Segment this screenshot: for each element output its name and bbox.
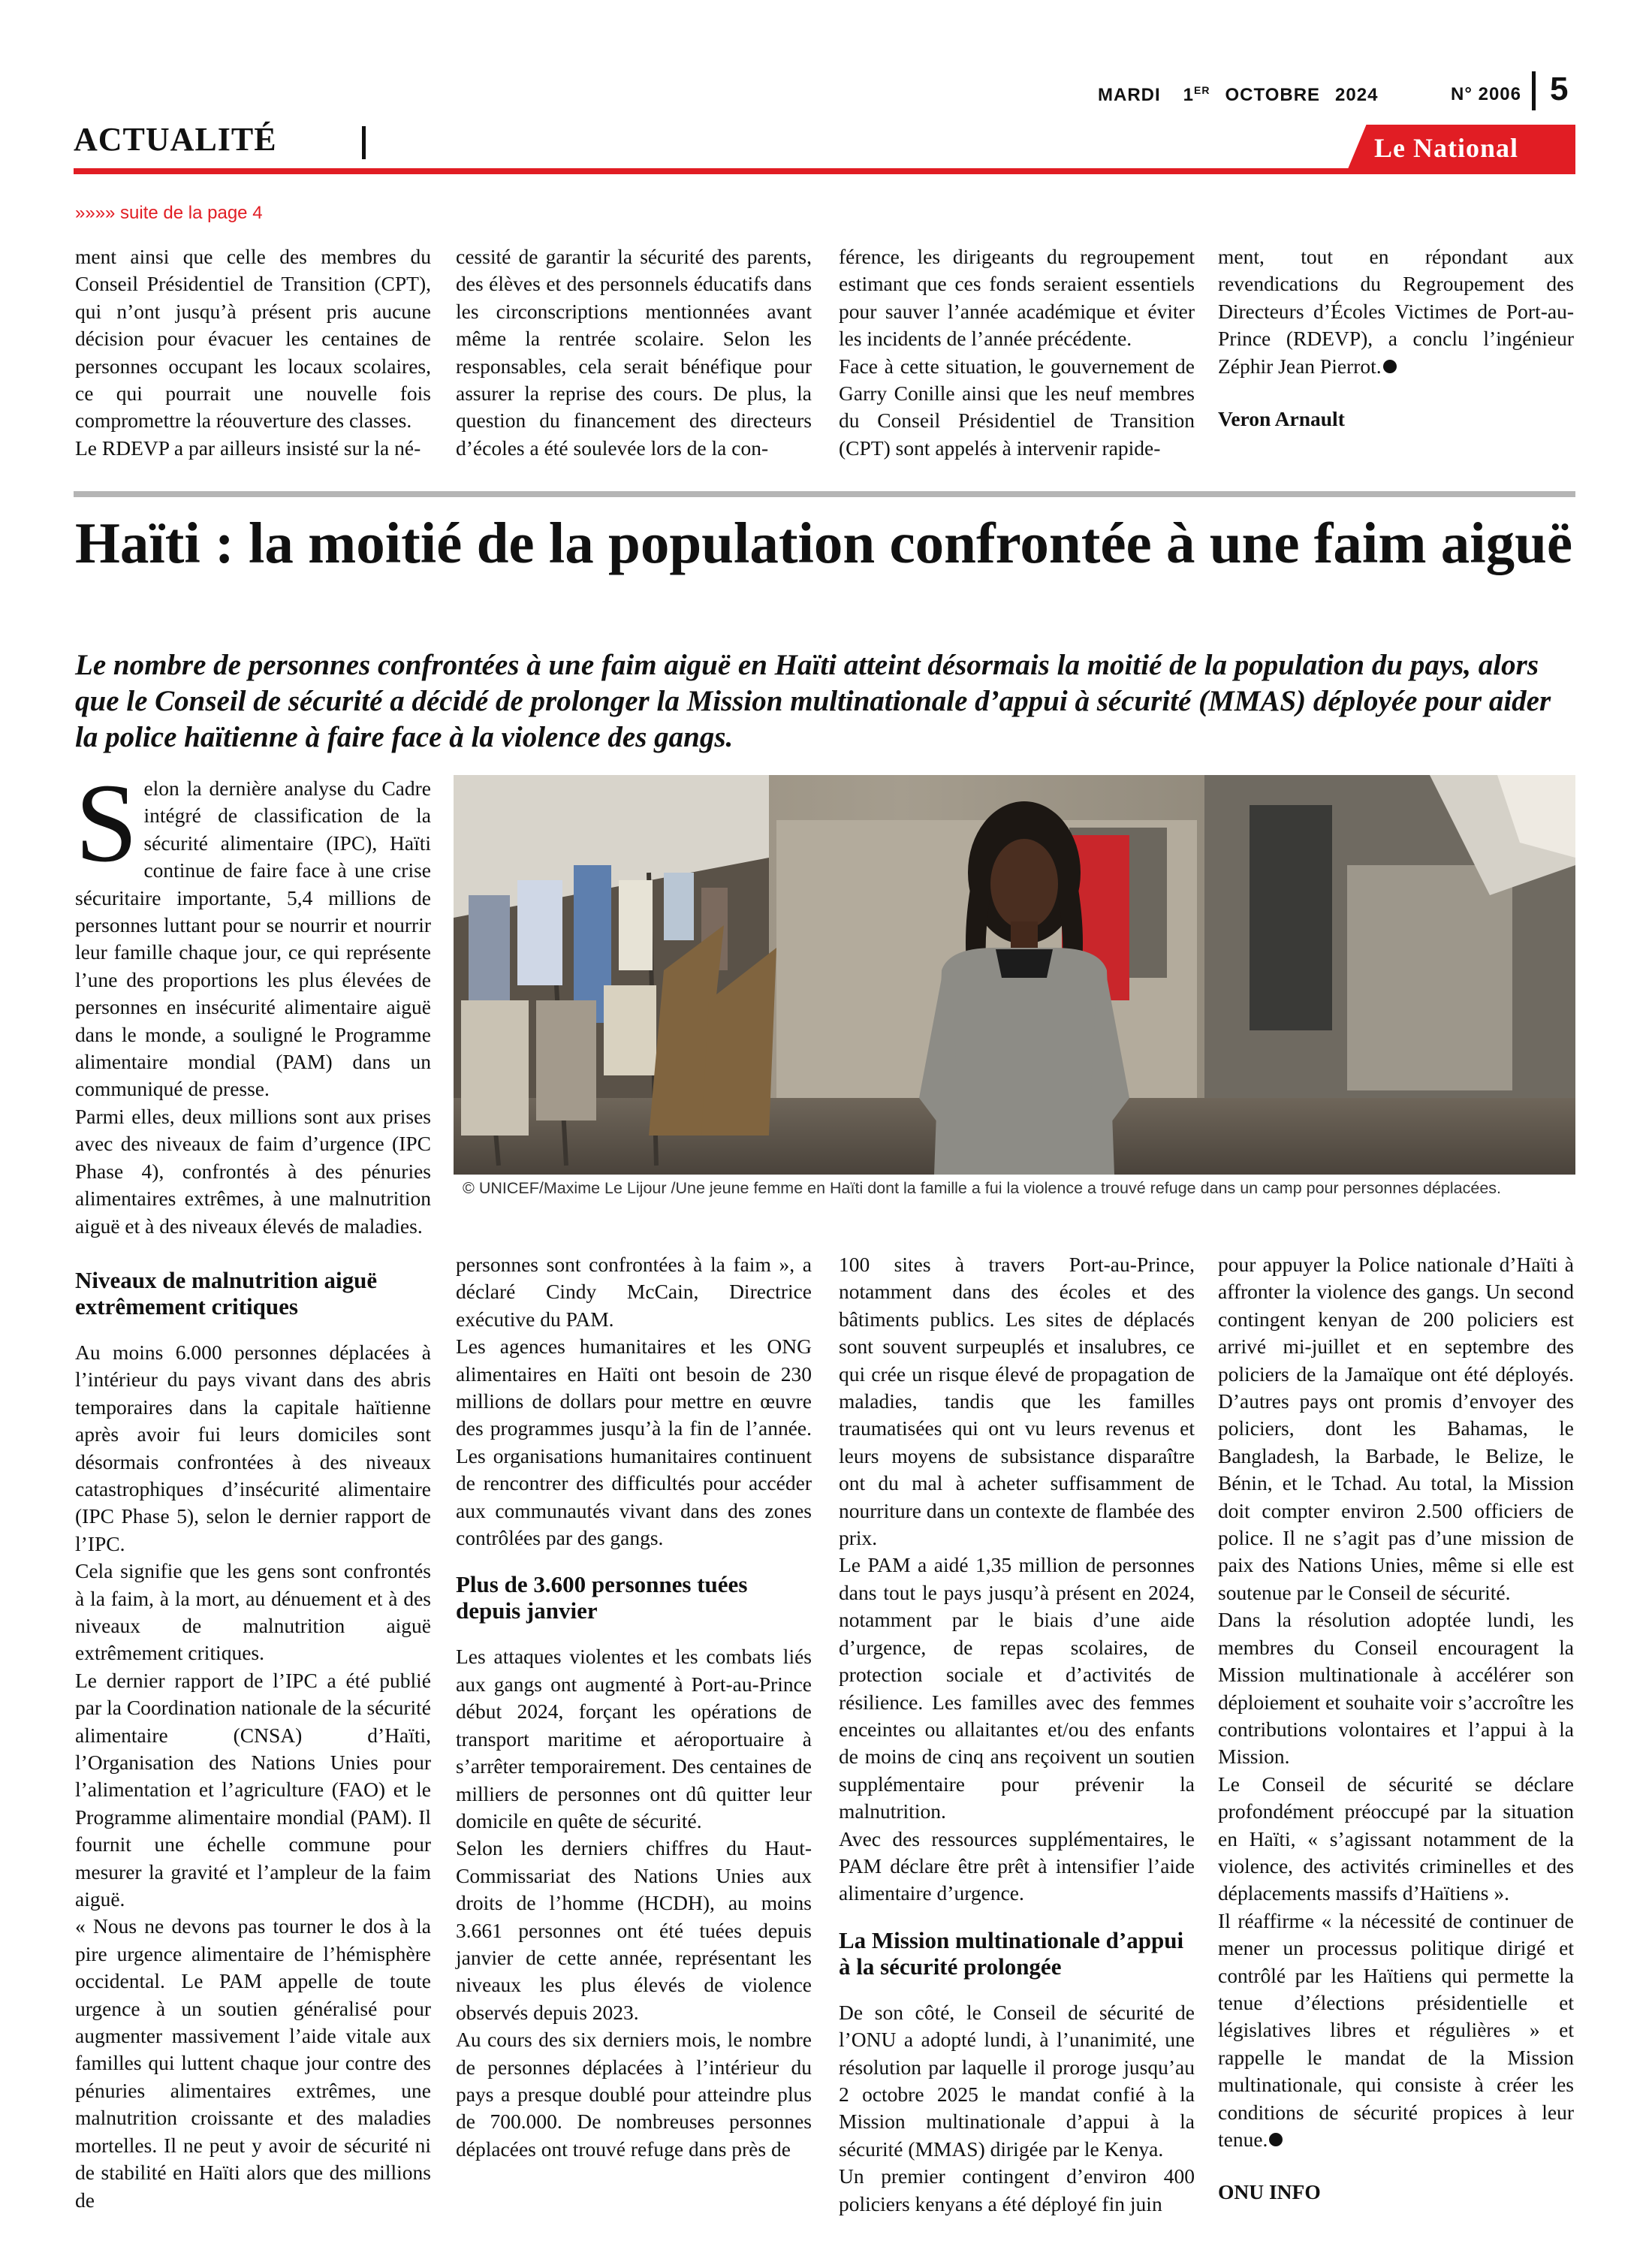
section-label: ACTUALITÉ bbox=[74, 121, 277, 158]
issue-number: N° 2006 bbox=[1451, 84, 1521, 104]
paragraph: Un premier contingent d’environ 400 policiers kenyans a été déployé fin juin bbox=[839, 2164, 1195, 2215]
lead-paragraph bbox=[75, 761, 431, 1103]
paragraph: Dans la résolution adoptée lundi, les membres du Conseil encouragent la Mission multinationale à accélérer son déploiement et souhaite voir s’accroître les contributions volontaires et l’appui à la Mission. bbox=[1218, 1608, 1574, 1769]
paragraph: Cela signifie que les gens sont confrontés à la faim, à la mort, au dénuement et à des niveaux de malnutrition aiguë extrêmement critiques. bbox=[75, 1559, 431, 1665]
prev-article-column-2 bbox=[456, 243, 812, 462]
paragraph: Parmi elles, deux millions sont aux prises avec des niveaux de faim d’urgence (IPC Phase 4), confrontés à des pénuries alimentaires extrêmes, à une malnutrition aiguë et à des niveaux élevés de maladies. bbox=[75, 1104, 431, 1238]
issue-date bbox=[1098, 84, 1623, 106]
date-month: OCTOBRE bbox=[1225, 85, 1321, 105]
paragraph-text: Il réaffirme « la nécessité de continuer de mener un processus politique dirigé et contrôlé par les Haïtiens qui permette la tenue d’élections présidentielle et législatives libres et régulières » et rappelle le mandat de la Mission multinationale, qui consiste à créer les conditions de sécurité propices à leur tenue. bbox=[1218, 1908, 1574, 2151]
paragraph: Selon les derniers chiffres du Haut-Commissariat des Nations Unies aux droits de l’homme (HCDH), au moins 3.661 personnes ont été tuées depuis janvier de cette année, représentant les niveaux les plus élevés de violence observés depuis 2023. bbox=[456, 1836, 812, 2024]
date-suffix: ER bbox=[1194, 84, 1210, 96]
paragraph: Avec des ressources supplémentaires, le PAM déclare être prêt à intensifier l’aide alimentaire d’urgence. bbox=[839, 1826, 1195, 1905]
date-day: MARDI bbox=[1098, 85, 1161, 105]
paragraph bbox=[1218, 243, 1574, 380]
date-year: 2024 bbox=[1335, 85, 1379, 105]
article-column-1 bbox=[75, 761, 431, 2214]
paragraph bbox=[1218, 1908, 1574, 2154]
paragraph: Face à cette situation, le gouvernement de Garry Conille ainsi que les neuf membres du Conseil Présidentiel de Transition (CPT) sont appelés à intervenir rapide- bbox=[839, 354, 1195, 460]
paragraph: Le RDEVP a par ailleurs insisté sur la né- bbox=[75, 436, 421, 460]
paragraph: pour appuyer la Police nationale d’Haïti à affronter la violence des gangs. Un second contingent kenyan de 200 policiers est arrivé mi-juillet et en septembre des policiers de la Jamaïque ont été déployés. D’autres pays ont promis d’envoyer des policiers, dont les Bahamas, le Bangladesh, la Barbade, le Belize, le Bénin, et le Tchad. Au total, la Mission doit compter environ 2.500 officiers de police. Il ne s’agit pas d’une mission de paix des Nations Unies, même si elle est soutenue par le Conseil de sécurité. bbox=[1218, 1253, 1574, 1604]
subheading-mission: La Mission multinationale d’appui à la sécurité prolongée bbox=[839, 1926, 1184, 1980]
article-separator bbox=[74, 491, 1575, 497]
end-mark-icon bbox=[1269, 2133, 1283, 2146]
end-mark-icon bbox=[1383, 360, 1397, 373]
photo-caption: © UNICEF/Maxime Le Lijour /Une jeune femme en Haïti dont la famille a fui la violence a trouvé refuge dans un camp pour personnes déplacées. bbox=[463, 1179, 1502, 1197]
paragraph: Au cours des six derniers mois, le nombre de personnes déplacées à l’intérieur du pays a presque doublé pour atteindre plus de 700.000. De nombreuses personnes déplacées ont trouvé refuge dans près de bbox=[456, 2028, 812, 2161]
paragraph: Le Conseil de sécurité se déclare profondément préoccupé par la situation en Haïti, « s’agissant notamment de la violence, des activités criminelles et des déplacements massifs d’Haïtiens ». bbox=[1218, 1772, 1574, 1905]
subheading-victims: Plus de 3.600 personnes tuées depuis janvier bbox=[456, 1571, 748, 1624]
paragraph: Le dernier rapport de l’IPC a été publié par la Coordination nationale de la sécurité alimentaire (CNSA) d’Haïti, l’Organisation des Nations Unies pour l’alimentation et l’agriculture (FAO) et le Programme alimentaire mondial (PAM). Il fournit une échelle commune pour mesurer la gravité et l’ampleur de la faim aiguë. bbox=[75, 1668, 431, 1911]
paragraph: personnes sont confrontées à la faim », a déclaré Cindy McCain, Directrice exécutive du PAM. bbox=[456, 1253, 812, 1331]
paragraph: Les attaques violentes et les combats liés aux gangs ont augmenté à Port-au-Prince début 2024, forçant les opérations de transport maritime et aéroportuaire à s’arrêter temporairement. Des centaines de milliers de personnes ont dû quitter leur domicile en quête de sécurité. bbox=[456, 1645, 812, 1832]
paragraph-text: ment, tout en répondant aux revendications du Regroupement des Directeurs d’Écoles Victimes de Port-au-Prince (RDEVP), a conclu l’ingénieur Zéphir Jean Pierrot. bbox=[1218, 245, 1574, 378]
paragraph: Le PAM a aidé 1,35 million de personnes dans tout le pays jusqu’à présent en 2024, notamment par le biais d’une aide d’urgence, de repas scolaires, de protection sociale et d’activités de résilience. Les familles avec des femmes enceintes ou allaitantes et/ou des enfants de moins de cinq ans reçoivent un soutien supplémentaire pour prévenir la malnutrition. bbox=[839, 1553, 1195, 1823]
article-column-2 bbox=[456, 1251, 812, 2163]
date-number: 1 bbox=[1183, 85, 1195, 105]
article-title: Haïti : la moitié de la population confrontée à une faim aiguë bbox=[75, 511, 1573, 575]
paragraph: cessité de garantir la sécurité des parents, des élèves et des personnels éducatifs dans les circonscriptions mentionnées avant même la rentrée scolaire. Selon les responsables, cela serait bénéfique pour assurer la reprise des cours. De plus, la question du financement des directeurs d’écoles a été soulevée lors de la con- bbox=[456, 245, 812, 460]
paragraph: ment ainsi que celle des membres du Conseil Présidentiel de Transition (CPT), qui n’ont jusqu’à présent pris aucune décision pour évacuer les centaines de personnes occupant les locaux scolaires, ce qui pourrait une nouvelle fois compromettre la réouverture des classes. bbox=[75, 245, 431, 433]
author-signature: ONU INFO bbox=[1218, 2180, 1321, 2204]
prev-article-column-3 bbox=[839, 243, 1195, 462]
drop-cap: S bbox=[75, 761, 138, 885]
paragraph: 100 sites à travers Port-au-Prince, notamment dans des écoles et des bâtiments publics. Les sites de déplacés sont souvent surpeuplés et insalubres, ce qui crée un risque élevé de propagation de maladies, tandis que les familles traumatisées qui ont vu leurs revenus et leurs moyens de subsistance disparaître ont du mal à acheter suffisamment de nourriture dans un contexte de flambée des prix. bbox=[839, 1253, 1195, 1550]
paragraph: De son côté, le Conseil de sécurité de l’ONU a adopté lundi, à l’unanimité, une résolution par laquelle il proroge jusqu’au 2 octobre 2025 le mandat confié à la Mission multinationale d’appui à la sécurité (MMAS) dirigée par le Kenya. bbox=[839, 2000, 1195, 2161]
page-number: 5 bbox=[1550, 71, 1569, 107]
article-subtitle: Le nombre de personnes confrontées à une faim aiguë en Haïti atteint désormais la moitié de la population du pays, alors que le Conseil de sécurité a décidé de prolonger la Mission multinationale d’appui à sécurité (MMAS) déployée pour aider la police haïtienne à faire face à la violence des gangs. bbox=[75, 649, 1551, 753]
continued-from-link[interactable]: »»»» suite de la page 4 bbox=[75, 203, 263, 223]
author-signature: Veron Arnault bbox=[1218, 407, 1345, 431]
prev-article-column-1 bbox=[75, 243, 431, 462]
brand-logo: Le National bbox=[1374, 133, 1519, 163]
paragraph: férence, les dirigeants du regroupement estimant que ces fonds seraient essentiels pour sauver l’année académique et éviter les incidents de l’année précédente. bbox=[839, 245, 1195, 351]
subheading-malnutrition: Niveaux de malnutrition aiguë extrêmement critiques bbox=[75, 1266, 378, 1320]
header-divider bbox=[1532, 71, 1536, 110]
section-divider bbox=[362, 126, 366, 159]
article-column-4 bbox=[1218, 1251, 1574, 2206]
lead-text: elon la dernière analyse du Cadre intégré de classification de la sécurité alimentaire (IPC), Haïti continue de faire face à une crise sécuritaire importante, 5,4 millions de personnes luttant pour se nourrir et nourrir leur famille chaque jour, ce qui représente l’une des proportions les plus élevées de personnes en insécurité alimentaire aiguë dans le monde, a souligné le Programme alimentaire mondial (PAM) dans un communiqué de presse. bbox=[75, 777, 431, 1101]
paragraph: Au moins 6.000 personnes déplacées à l’intérieur du pays vivant dans des abris temporaires dans la capitale haïtienne après avoir fui leurs domiciles sont désormais confrontées à des niveaux catastrophiques d’insécurité alimentaire (IPC Phase 5), selon le dernier rapport de l’IPC. bbox=[75, 1340, 431, 1555]
article-photo bbox=[454, 775, 1575, 1175]
article-column-3 bbox=[839, 1251, 1195, 2218]
prev-article-column-4 bbox=[1218, 243, 1574, 433]
paragraph: « Nous ne devons pas tourner le dos à la pire urgence alimentaire de l’hémisphère occidental. Le PAM appelle de toute urgence à un soutien généralisé pour augmenter massivement l’aide vitale aux familles qui luttent chaque jour contre des pénuries alimentaires extrêmes, une malnutrition croissante et des maladies mortelles. Il ne peut y avoir de sécurité ni de stabilité en Haïti alors que des millions de bbox=[75, 1914, 431, 2212]
paragraph: Les agences humanitaires et les ONG alimentaires en Haïti ont besoin de 230 millions de dollars pour mettre en œuvre des programmes jusqu’à la fin de l’année. Les organisations humanitaires continuent de rencontrer des difficultés pour accéder aux communautés vivant dans des zones contrôlées par des gangs. bbox=[456, 1335, 812, 1550]
